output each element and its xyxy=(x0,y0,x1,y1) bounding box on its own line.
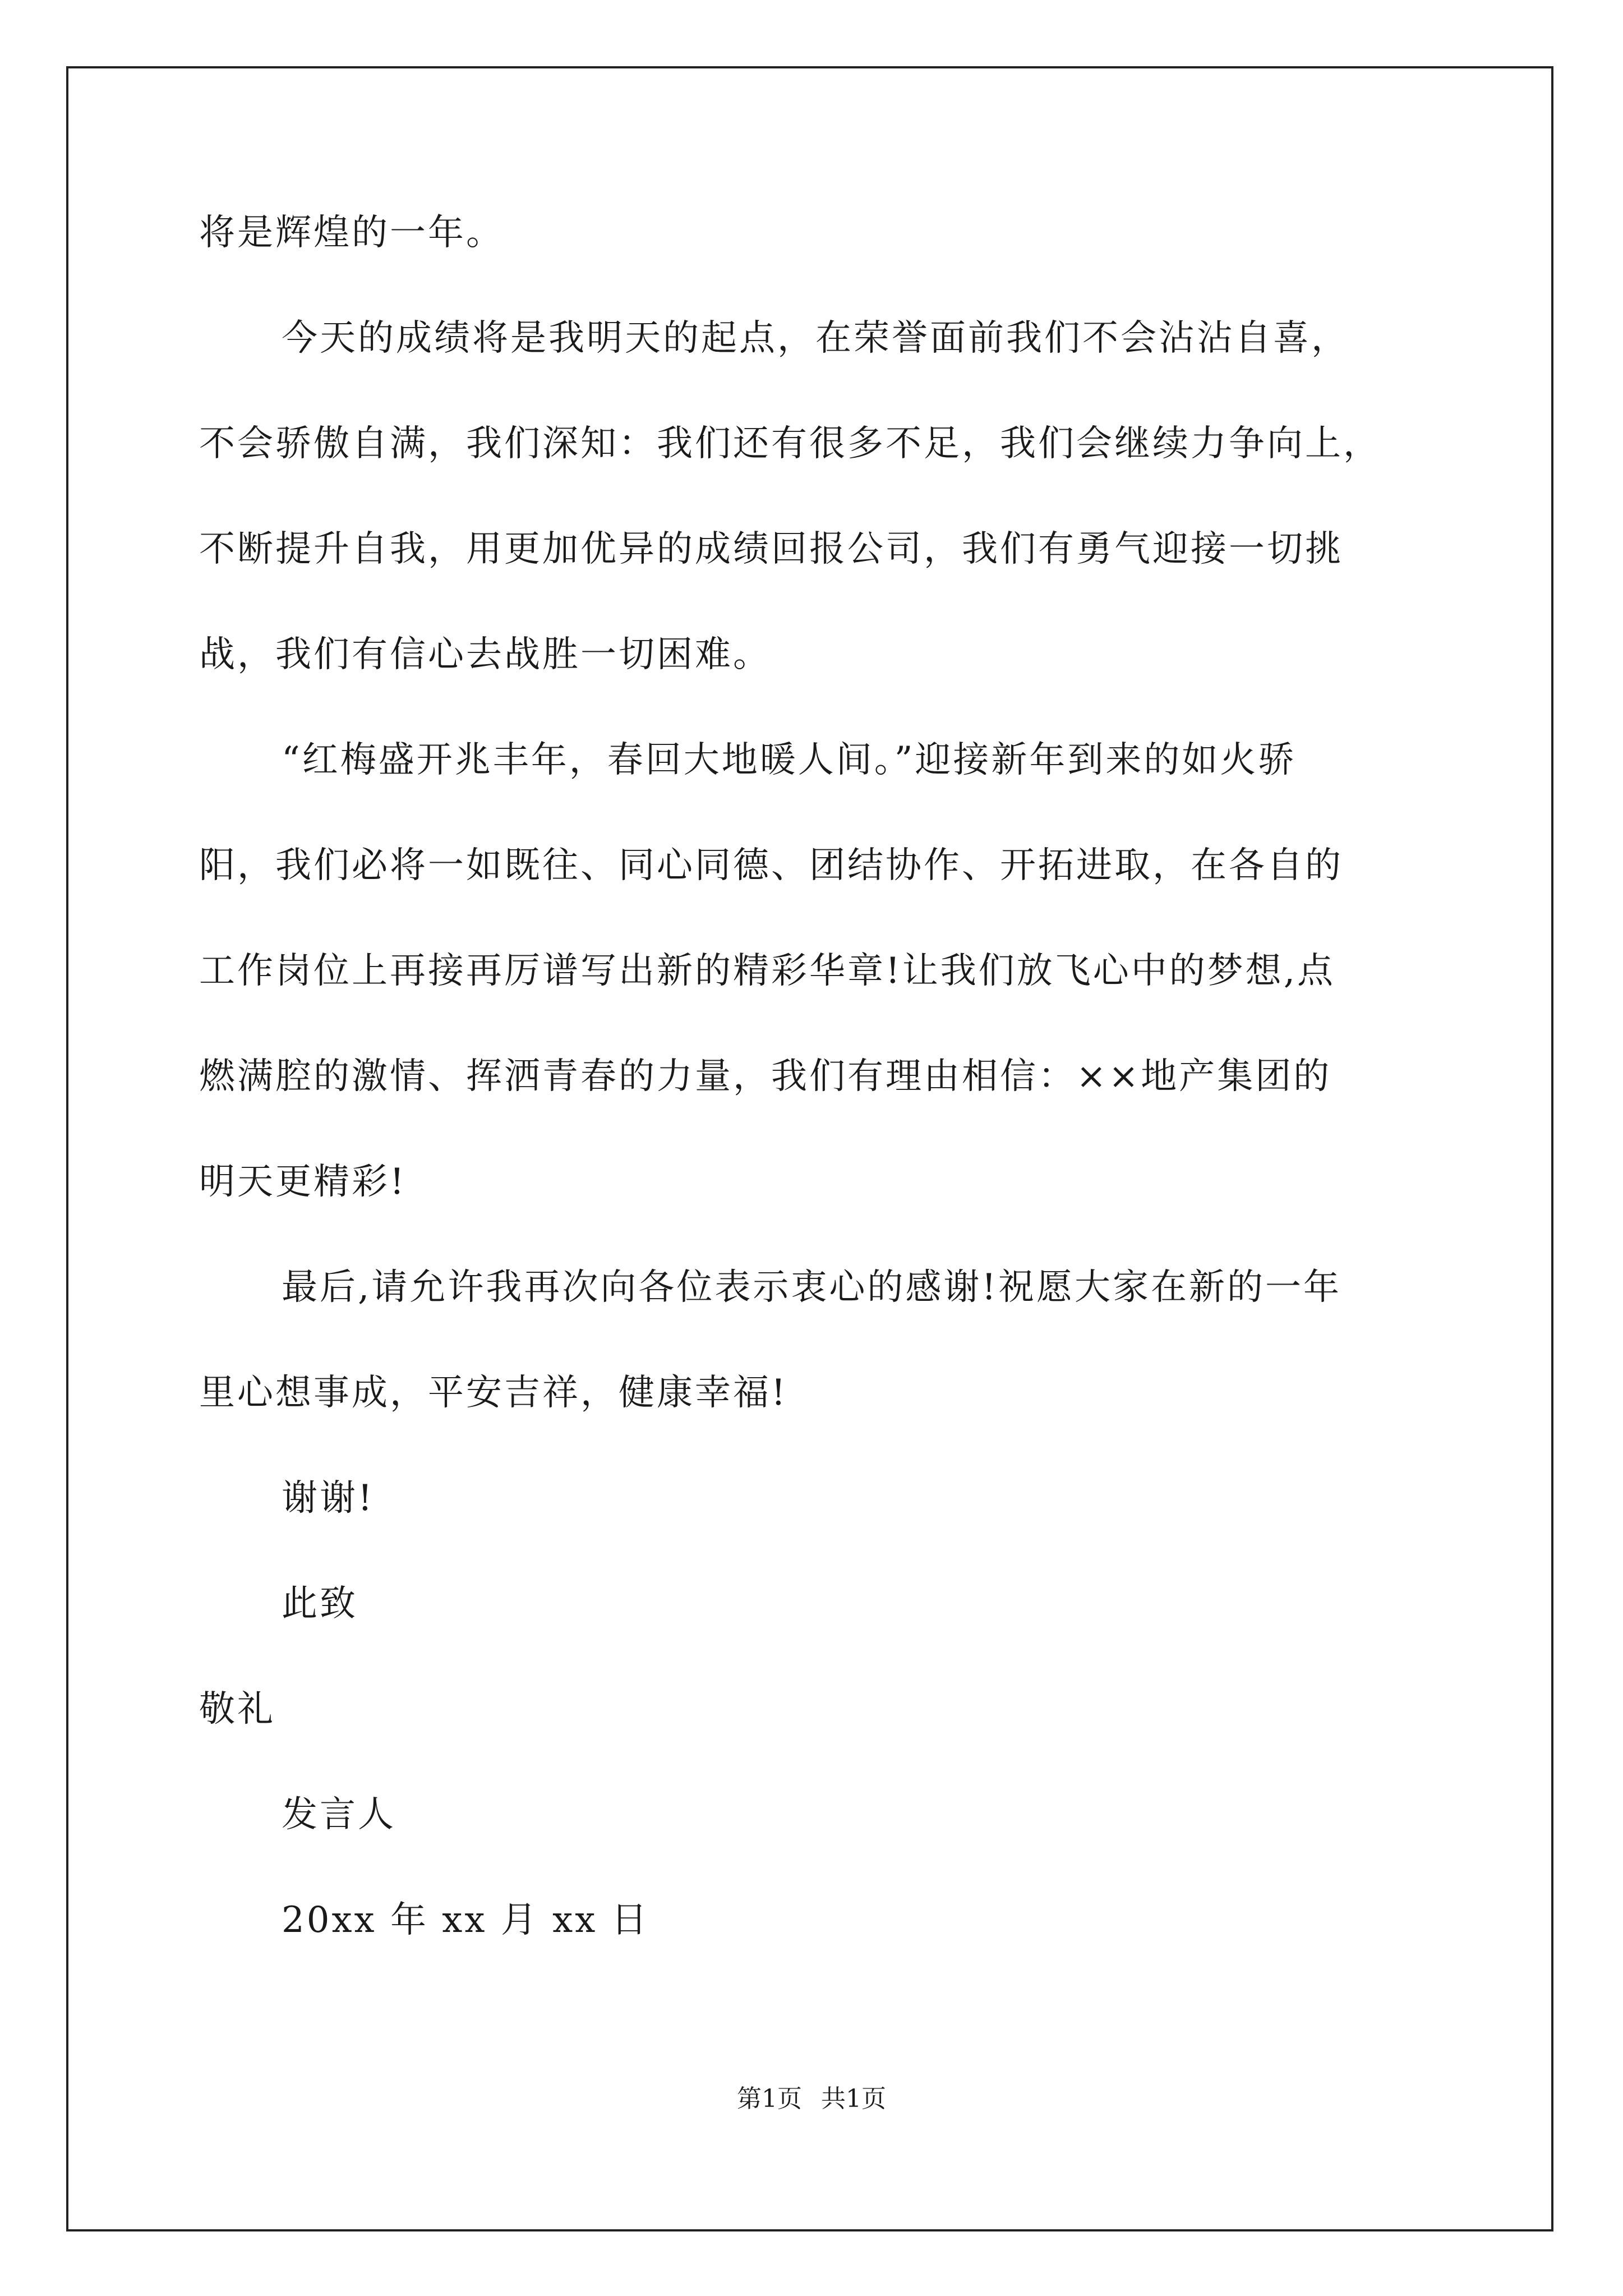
paragraph-line: 不断提升自我，用更加优异的成绩回报公司，我们有勇气迎接一切挑 xyxy=(199,528,1343,570)
paragraph-line: 阳，我们必将一如既往、同心同德、团结协作、开拓进取，在各自的 xyxy=(199,845,1343,886)
document-date: 20xx 年 xx 月 xx 日 xyxy=(282,1899,649,1941)
paragraph-line: 今天的成绩将是我明天的起点，在荣誉面前我们不会沾沾自喜， xyxy=(282,318,1349,359)
paragraph-line: 工作岗位上再接再厉谱写出新的精彩华章!让我们放飞心中的梦想,点 xyxy=(199,950,1336,992)
page-footer xyxy=(0,2082,1623,2116)
page-number: 第1页 xyxy=(737,2085,802,2113)
paragraph-line: 燃满腔的激情、挥洒青春的力量，我们有理由相信：××地产集团的 xyxy=(199,1056,1332,1097)
closing-thanks: 谢谢! xyxy=(282,1478,375,1519)
paragraph-line: 不会骄傲自满，我们深知：我们还有很多不足，我们会继续力争向上， xyxy=(199,423,1381,464)
closing-salutation: 此致 xyxy=(282,1583,358,1625)
paragraph-line: “红梅盛开兆丰年，春回大地暖人间。”迎接新年到来的如火骄 xyxy=(282,739,1297,781)
page-total: 共1页 xyxy=(821,2085,886,2113)
paragraph-line: 明天更精彩! xyxy=(199,1161,407,1203)
paragraph-line: 里心想事成，平安吉祥，健康幸福! xyxy=(199,1372,788,1414)
paragraph-line: 将是辉煌的一年。 xyxy=(199,212,504,254)
paragraph-line: 最后,请允许我再次向各位表示衷心的感谢!祝愿大家在新的一年 xyxy=(282,1267,1342,1308)
paragraph-line: 战，我们有信心去战胜一切困难。 xyxy=(199,634,771,675)
speaker-signature: 发言人 xyxy=(282,1794,396,1835)
closing-regards: 敬礼 xyxy=(199,1688,275,1730)
